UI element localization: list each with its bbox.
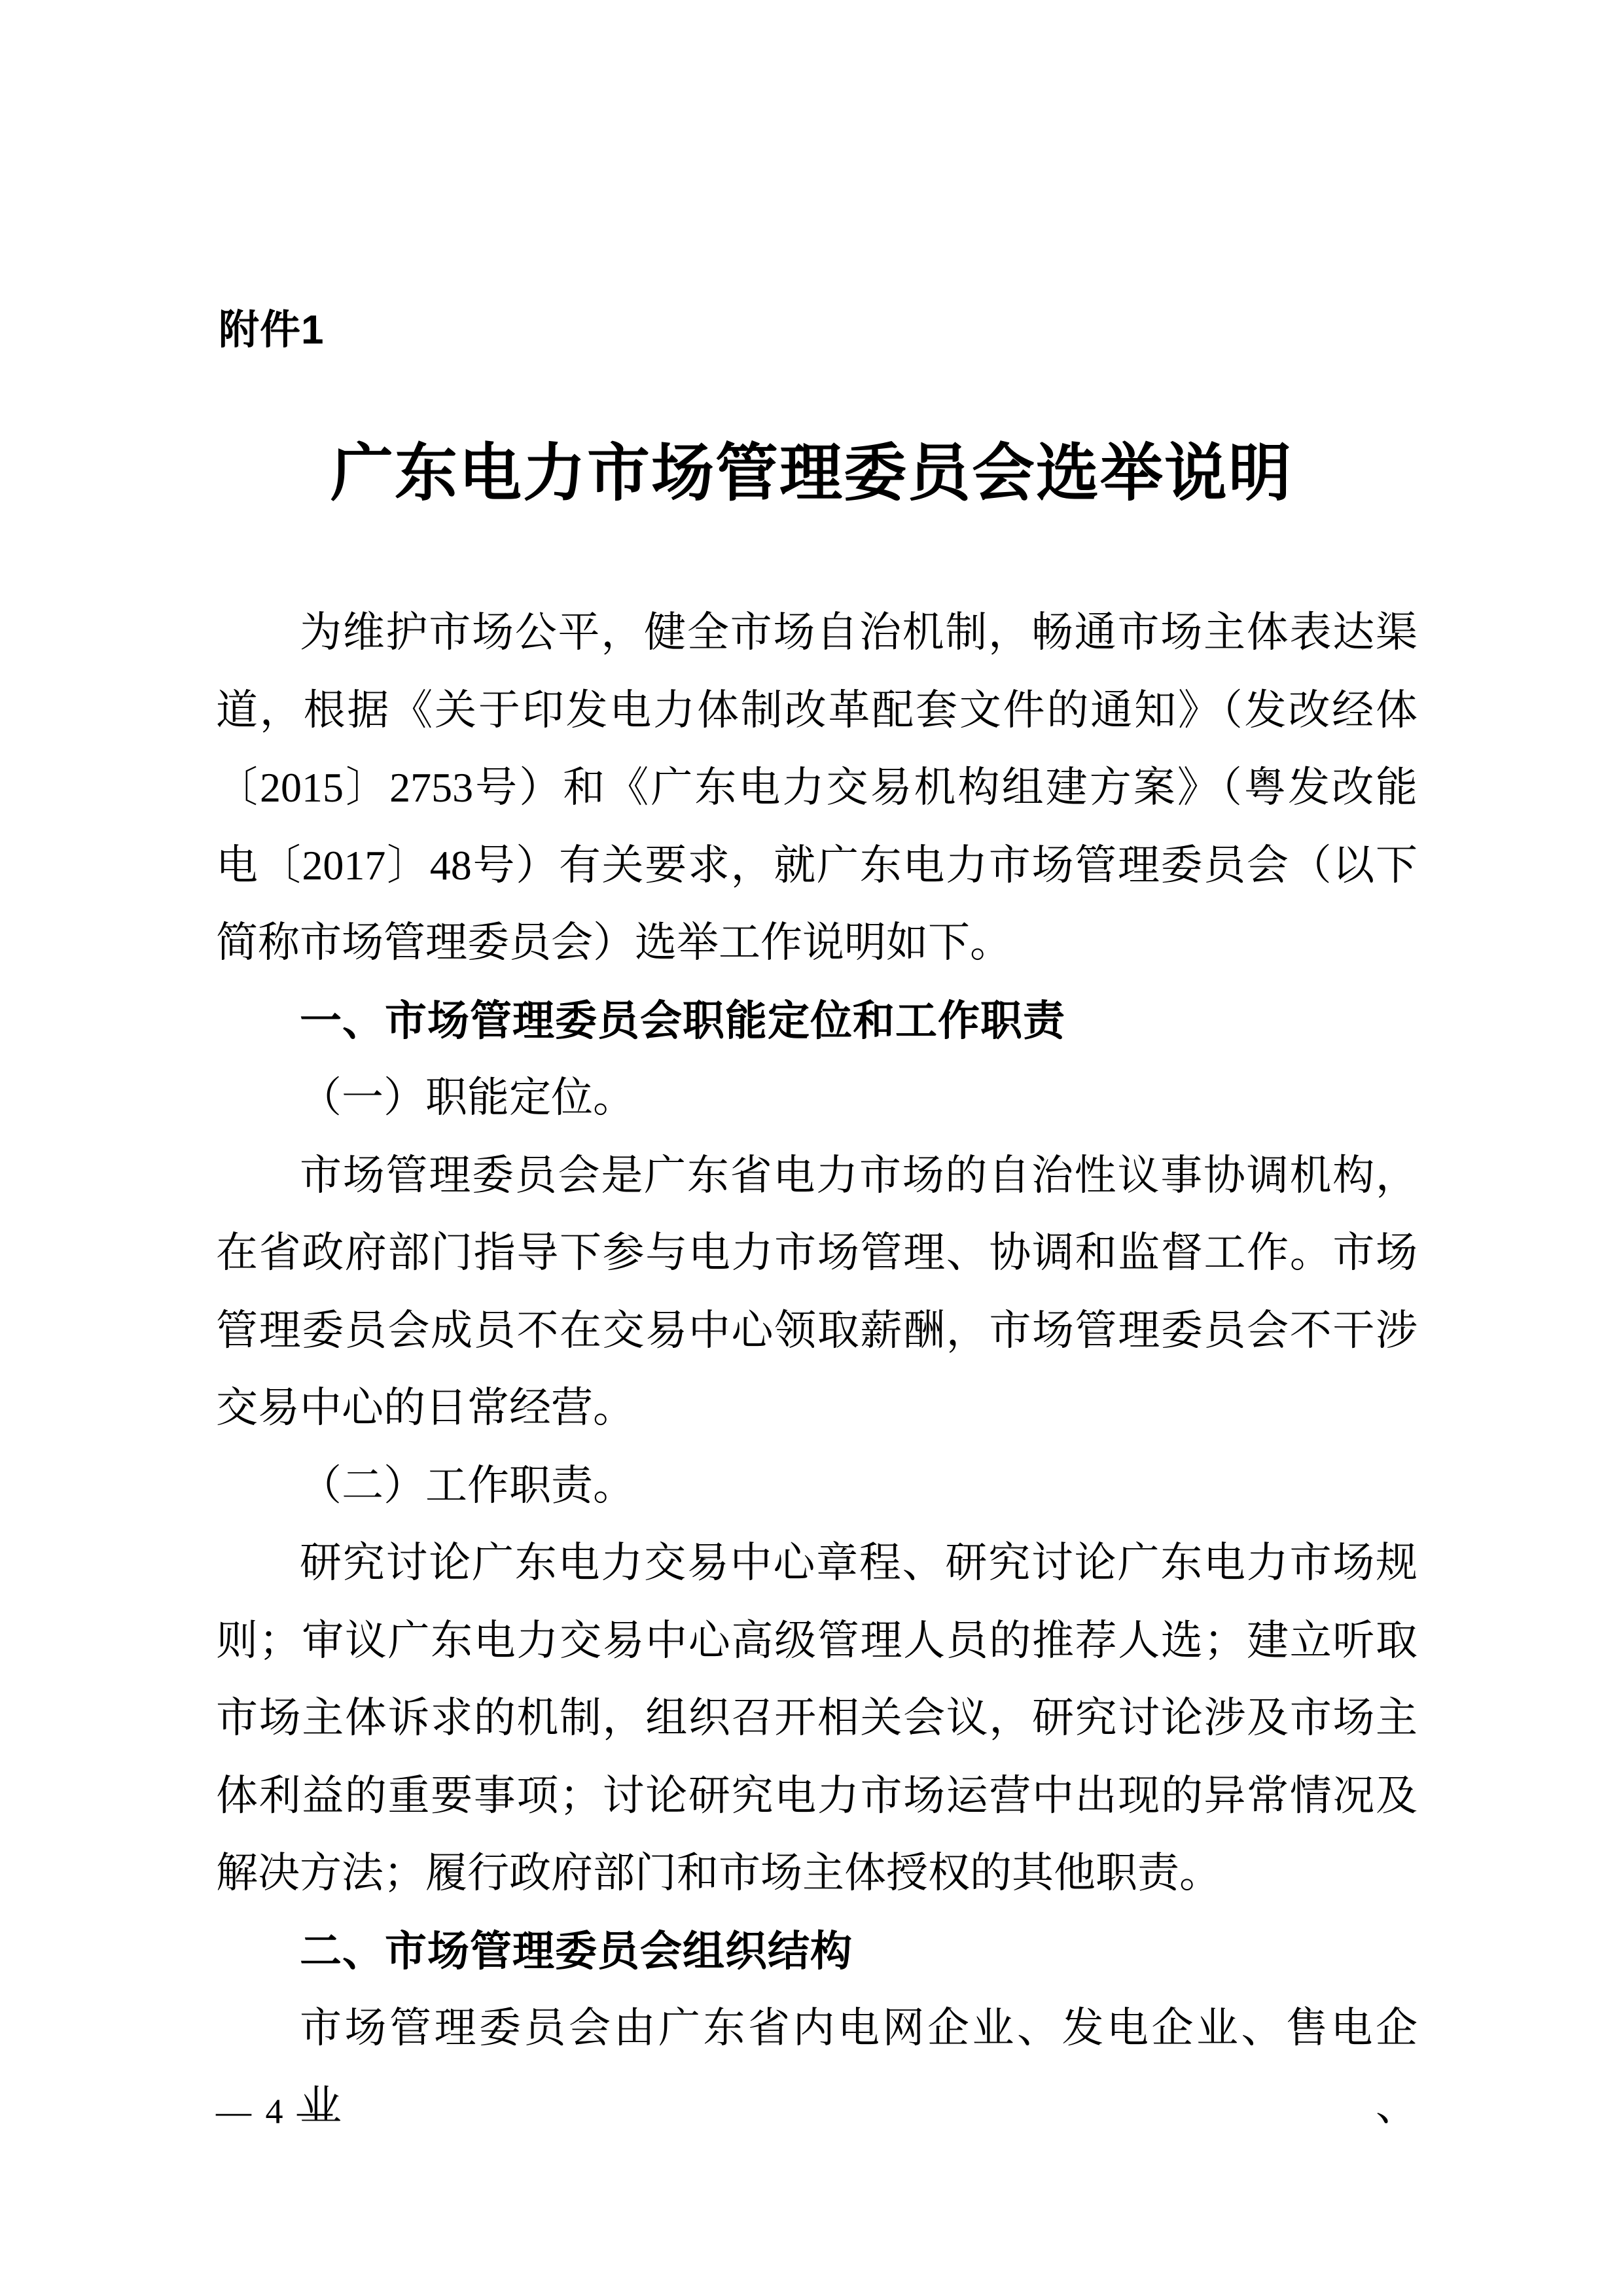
- body-line: 则；审议广东电力交易中心高级管理人员的推荐人选；建立听取: [216, 1617, 1418, 1664]
- section-heading: 二、市场管理委员会组织结构: [300, 1927, 853, 1975]
- page-title: 广东电力市场管理委员会选举说明: [330, 438, 1293, 508]
- body-line: 道，根据《关于印发电力体制改革配套文件的通知》（发改经体: [216, 686, 1418, 733]
- body-line: 在省政府部门指导下参与电力市场管理、协调和监督工作。市场: [216, 1229, 1418, 1276]
- section-heading: 一、市场管理委员会职能定位和工作职责: [300, 997, 1065, 1044]
- sub-heading: （二）工作职责。: [300, 1462, 635, 1509]
- body-line: 体利益的重要事项；讨论研究电力市场运营中出现的异常情况及: [216, 1772, 1418, 1819]
- sub-heading: （一）职能定位。: [300, 1074, 635, 1121]
- body-line: 市场管理委员会由广东省内电网企业、发电企业、售电企业、: [300, 2005, 1418, 2129]
- document-body: [216, 594, 1418, 2145]
- attachment-label: 附件1: [219, 308, 325, 353]
- body-line: 为维护市场公平，健全市场自治机制，畅通市场主体表达渠: [300, 609, 1418, 656]
- body-line: 〔2015〕2753号）和《广东电力交易机构组建方案》（粤发改能: [216, 764, 1418, 811]
- body-line: 市场管理委员会是广东省电力市场的自治性议事协调机构，: [300, 1152, 1418, 1199]
- body-line: 解决方法；履行政府部门和市场主体授权的其他职责。: [216, 1850, 1221, 1896]
- page-number: — 4 —: [216, 2092, 335, 2131]
- body-line: 管理委员会成员不在交易中心领取薪酬，市场管理委员会不干涉: [216, 1307, 1418, 1354]
- body-line: 电〔2017〕48号）有关要求，就广东电力市场管理委员会（以下: [216, 841, 1418, 889]
- body-line: 简称市场管理委员会）选举工作说明如下。: [216, 919, 1012, 966]
- body-line: 研究讨论广东电力交易中心章程、研究讨论广东电力市场规: [300, 1540, 1418, 1586]
- body-line: 交易中心的日常经营。: [216, 1385, 635, 1431]
- body-line: 市场主体诉求的机制，组织召开相关会议，研究讨论涉及市场主: [216, 1695, 1418, 1741]
